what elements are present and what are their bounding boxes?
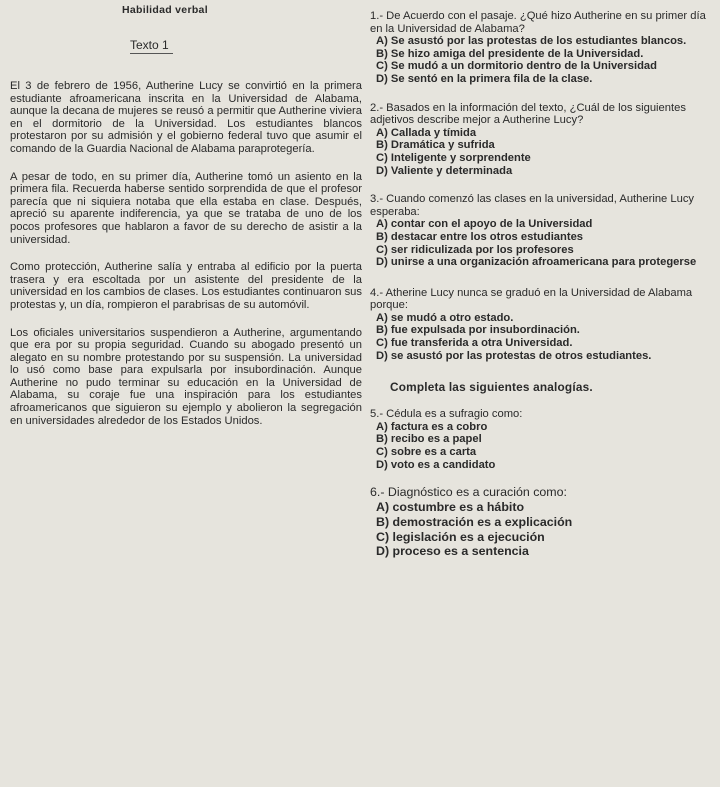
- question-3: [370, 193, 715, 269]
- question-2-option-a[interactable]: A) Callada y tímida: [376, 126, 477, 139]
- question-2-option-b[interactable]: B) Dramática y sufrida: [376, 139, 495, 152]
- question-3-option-a[interactable]: A) contar con el apoyo de la Universidad: [376, 218, 593, 231]
- question-1: [370, 10, 715, 86]
- question-6-option-c[interactable]: C) legislación es a ejecución: [376, 529, 545, 544]
- question-3-prompt: 3.- Cuando comenzó las clases en la universidad, Autherine Lucy esperaba:: [370, 193, 695, 218]
- question-5-option-d[interactable]: D) voto es a candidato: [376, 458, 496, 471]
- reading-column: [10, 4, 362, 442]
- passage-title: Texto 1: [130, 38, 173, 54]
- question-5: [370, 408, 715, 471]
- question-4-option-c[interactable]: C) fue transferida a otra Universidad.: [376, 337, 573, 350]
- question-2-option-d[interactable]: D) Valiente y determinada: [376, 164, 513, 177]
- question-1-option-a[interactable]: A) Se asustó por las protestas de los estudiantes blancos.: [376, 35, 687, 48]
- question-4: [370, 287, 715, 363]
- passage-paragraph-1: El 3 de febrero de 1956, Autherine Lucy se convirtió en la primera estudiante afroamericana inscrita en la Universidad de Alabama, aunque la decana de mujeres se reusó a permitir que Autherine viviera en el dormitorio de la Universidad. Los estudiantes blancos protestaron por su admisión y el gobierno federal tuvo que asumir el comando de la Guardia Nacional de Alabama paraprotegería.: [10, 80, 362, 155]
- question-3-option-b[interactable]: B) destacar entre los otros estudiantes: [376, 230, 584, 243]
- question-6-option-a[interactable]: A) costumbre es a hábito: [376, 500, 525, 515]
- question-1-prompt: 1.- De Acuerdo con el pasaje. ¿Qué hizo Autherine en su primer día en la Universidad de Alabama?: [370, 10, 706, 35]
- question-2: [370, 102, 715, 178]
- passage-paragraph-4: Los oficiales universitarios suspendieron a Autherine, argumentando que era por su propia seguridad. Cuando su abogado presentó un alegato en su nombre protestando por su suspensión. La universidad lo usó como base para expulsarla por insubordinación. Aunque Autherine no pudo terminar su educación en la Universidad de Alabama, su coraje fue una inspiración para los estudiantes afroamericanos que siguieron su ejemplo y abolieron la segregación en universidades alrededor de los Estados Unidos.: [10, 326, 362, 427]
- passage-paragraph-2: A pesar de todo, en su primer día, Autherine tomó un asiento en la primera fila. Recuerda haberse sentido sorprendida de que el profesor parecía que ni siquiera notaba que ella estaba en clase. Después, apreció su aparente indiferencia, ya que se trataba de uno de los pocos profesores que hablaron a favor de su derecho de asistir a la universidad.: [10, 170, 362, 246]
- question-3-option-c[interactable]: C) ser ridiculizada por los profesores: [376, 243, 574, 256]
- question-1-option-b[interactable]: B) Se hizo amiga del presidente de la Universidad.: [376, 47, 644, 60]
- question-5-prompt: 5.- Cédula es a sufragio como:: [370, 408, 523, 421]
- question-4-option-b[interactable]: B) fue expulsada por insubordinación.: [376, 324, 580, 337]
- question-6: [370, 485, 715, 559]
- question-3-option-d[interactable]: D) unirse a una organización afroamericana para protegerse: [376, 256, 697, 269]
- questions-column: [370, 4, 715, 559]
- analogies-title: Completa las siguientes analogías.: [390, 380, 593, 395]
- question-2-option-c[interactable]: C) Inteligente y sorprendente: [376, 151, 531, 164]
- question-4-option-d[interactable]: D) se asustó por las protestas de otros estudiantes.: [376, 349, 652, 362]
- question-5-option-a[interactable]: A) factura es a cobro: [376, 420, 488, 433]
- skill-heading: Habilidad verbal: [122, 4, 208, 16]
- question-5-option-c[interactable]: C) sobre es a carta: [376, 446, 477, 459]
- question-1-option-c[interactable]: C) Se mudó a un dormitorio dentro de la Universidad: [376, 60, 657, 73]
- question-2-prompt: 2.- Basados en la información del texto, ¿Cuál de los siguientes adjetivos describe mejor a Autherine Lucy?: [370, 101, 686, 127]
- passage-paragraph-3: Como protección, Autherine salía y entraba al edificio por la puerta trasera y era escoltada por un asistente del presidente de la universidad en los cambios de clases. Los estudiantes continuaron sus protestas y, un día, rompieron el parabrisas de su automóvil.: [10, 261, 362, 311]
- question-6-option-b[interactable]: B) demostración es a explicación: [376, 514, 573, 529]
- question-6-prompt: 6.- Diagnóstico es a curación como:: [370, 485, 567, 500]
- question-5-option-b[interactable]: B) recibo es a papel: [376, 433, 482, 446]
- question-6-option-d[interactable]: D) proceso es a sentencia: [376, 544, 529, 559]
- question-4-prompt: 4.- Atherine Lucy nunca se graduó en la Universidad de Alabama porque:: [370, 286, 693, 312]
- question-1-option-d[interactable]: D) Se sentó en la primera fila de la clase.: [376, 72, 593, 85]
- question-4-option-a[interactable]: A) se mudó a otro estado.: [376, 311, 514, 324]
